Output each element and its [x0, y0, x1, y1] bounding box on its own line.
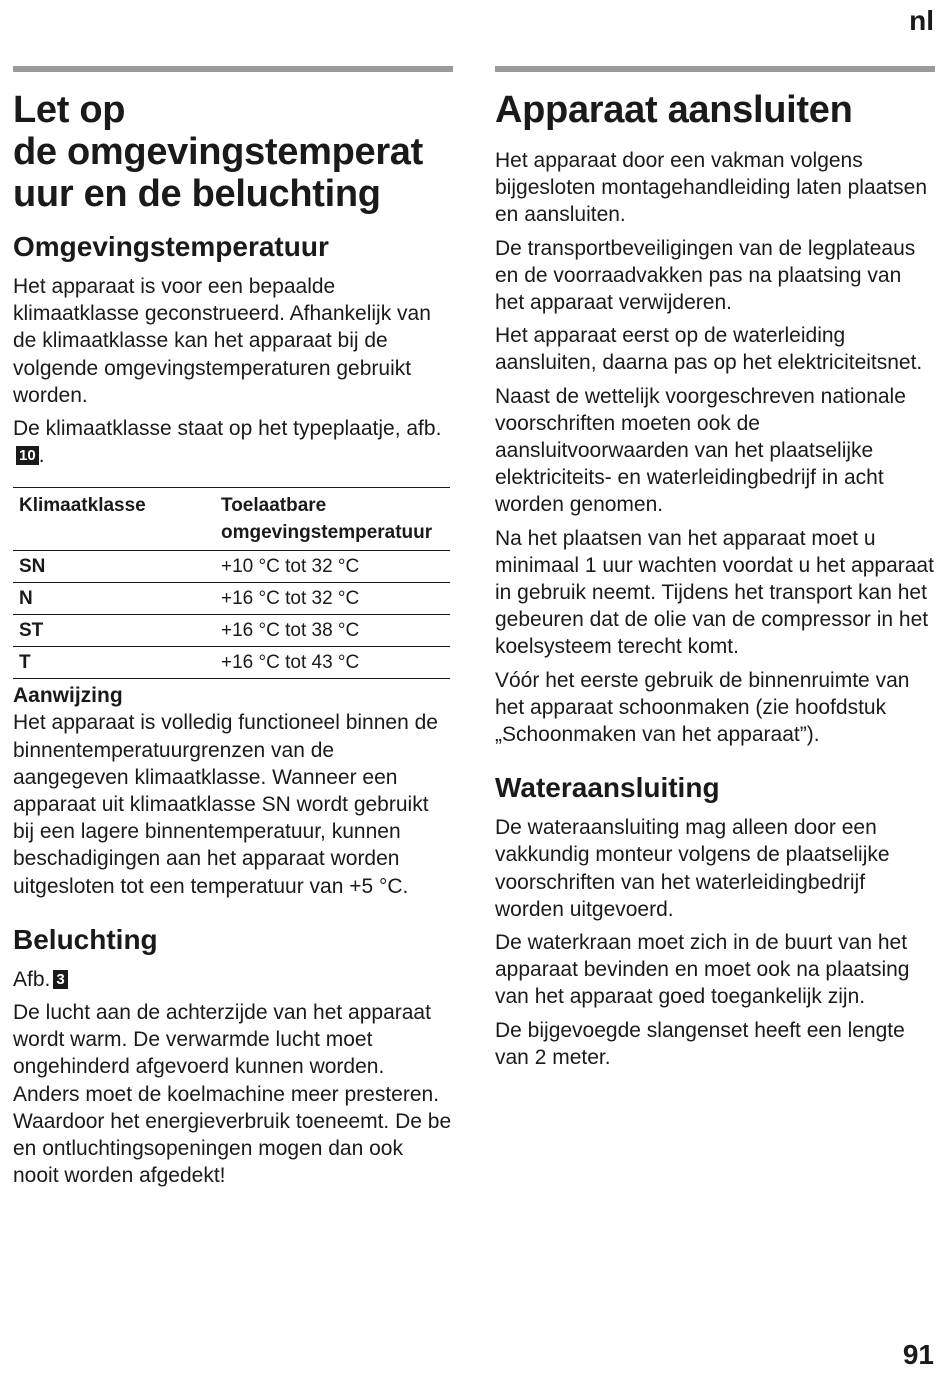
typeplaatje-text [13, 415, 453, 469]
table-header-klimaatklasse: Klimaatklasse [13, 488, 215, 551]
sentence-end: . [38, 444, 45, 468]
wateraansluiting-heading: Wateraansluiting [495, 772, 720, 804]
aanwijzing-heading: Aanwijzing [13, 684, 123, 708]
table-row [13, 647, 450, 679]
table-header-row [13, 488, 450, 551]
aansluiten-paragraph: Het apparaat door een vakman volgens bijgesloten montagehandleiding laten plaatsen en aansluiten. [495, 149, 927, 227]
aansluiten-paragraph: Na het plaatsen van het apparaat moet u minimaal 1 uur wachten voordat u het apparaat in gebruik neemt. Tijdens het transport kan het gebeuren dat de olie van de compressor in het koelsysteem terecht komt. [495, 526, 934, 659]
table-row [13, 615, 450, 647]
water-paragraph: De waterkraan moet zich in de buurt van het apparaat bevinden en moet ook na plaatsing van het apparaat goed toegankelijk zijn. [495, 931, 910, 1009]
section-rule [13, 66, 453, 72]
omgevingstemperatuur-heading: Omgevingstemperatuur [13, 231, 329, 262]
table-cell-class: T [13, 647, 215, 679]
wateraansluiting-section [495, 772, 935, 1071]
page-number: 91 [902, 1339, 934, 1370]
table-row [13, 551, 450, 583]
water-paragraph: De wateraansluiting mag alleen door een vakkundig monteur volgens de plaatselijke voorschriften van het waterleidingbedrijf worden uitgevoerd. [495, 816, 890, 921]
title-line: uur en de beluchting [13, 173, 381, 215]
table-cell-class: ST [13, 615, 215, 647]
table-row [13, 583, 450, 615]
beluchting-section [13, 924, 453, 1190]
page-title-left [13, 89, 453, 215]
figure-ref-badge: 10 [16, 446, 39, 465]
left-column [13, 66, 453, 1195]
omgevingstemperatuur-text: Het apparaat is voor een bepaalde klimaatklasse geconstrueerd. Afhankelijk van de klimaatklasse kan het apparaat bij de volgende omgevingstemperaturen gebruikt worden. [13, 275, 431, 407]
page-title-right: Apparaat aansluiten [495, 89, 853, 131]
aansluiten-paragraph: Het apparaat eerst op de waterleiding aansluiten, daarna pas op het elektriciteitsnet. [495, 324, 923, 375]
table-cell-class: N [13, 583, 215, 615]
water-paragraph: De bijgevoegde slangenset heeft een lengte van 2 meter. [495, 1018, 905, 1069]
aanwijzing-text: Het apparaat is volledig functioneel binnen de binnentemperatuurgrenzen van de aangegeven klimaatklasse. Wanneer een apparaat uit klimaatklasse SN wordt gebruikt bij een lagere binnentemperatuur, kunnen beschadigingen aan het apparaat worden uitgesloten tot een temperatuur van +5 °C. [13, 711, 438, 898]
table-cell-range: +10 °C tot 32 °C [215, 551, 450, 583]
klimaatklasse-table [13, 487, 450, 679]
table-cell-range: +16 °C tot 32 °C [215, 583, 450, 615]
section-rule [495, 66, 935, 72]
language-label: nl [909, 5, 934, 36]
beluchting-text: De lucht aan de achterzijde van het apparaat wordt warm. De verwarmde lucht moet ongehinderd afgevoerd kunnen worden. Anders moet de koelmachine meer presteren. Waardoor het energieverbruik toeneemt. De be en ontluchtingsopeningen mogen dan ook nooit worden afgedekt! [13, 1001, 452, 1188]
title-line: de omgevingstemperat [13, 131, 423, 173]
beluchting-heading: Beluchting [13, 923, 158, 955]
table-cell-range: +16 °C tot 38 °C [215, 615, 450, 647]
afb-label: Afb. [13, 967, 51, 991]
table-cell-range: +16 °C tot 43 °C [215, 647, 450, 679]
figure-ref-badge: 3 [53, 970, 67, 989]
aansluiten-paragraph: De transportbeveiligingen van de legplateaus en de voorraadvakken pas na plaatsing van het apparaat verwijderen. [495, 236, 916, 315]
aansluiten-paragraph: Naast de wettelijk voorgeschreven nationale voorschriften moeten ook de aansluitvoorwaarden van het plaatselijke elektriciteits- en waterleidingbedrijf in acht worden genomen. [495, 384, 906, 517]
table-cell-class: SN [13, 551, 215, 583]
right-column [495, 66, 935, 1077]
aansluiten-paragraph: Vóór het eerste gebruik de binnenruimte van het apparaat schoonmaken (zie hoofdstuk „Schoonmaken van het apparaat”). [495, 668, 910, 747]
typeplaatje-label: De klimaatklasse staat op het typeplaatje, afb. [13, 417, 442, 441]
title-line: Let op [13, 89, 126, 131]
table-header-temperatuur: Toelaatbare omgevingstemperatuur [215, 488, 450, 551]
afb-reference [13, 966, 453, 993]
